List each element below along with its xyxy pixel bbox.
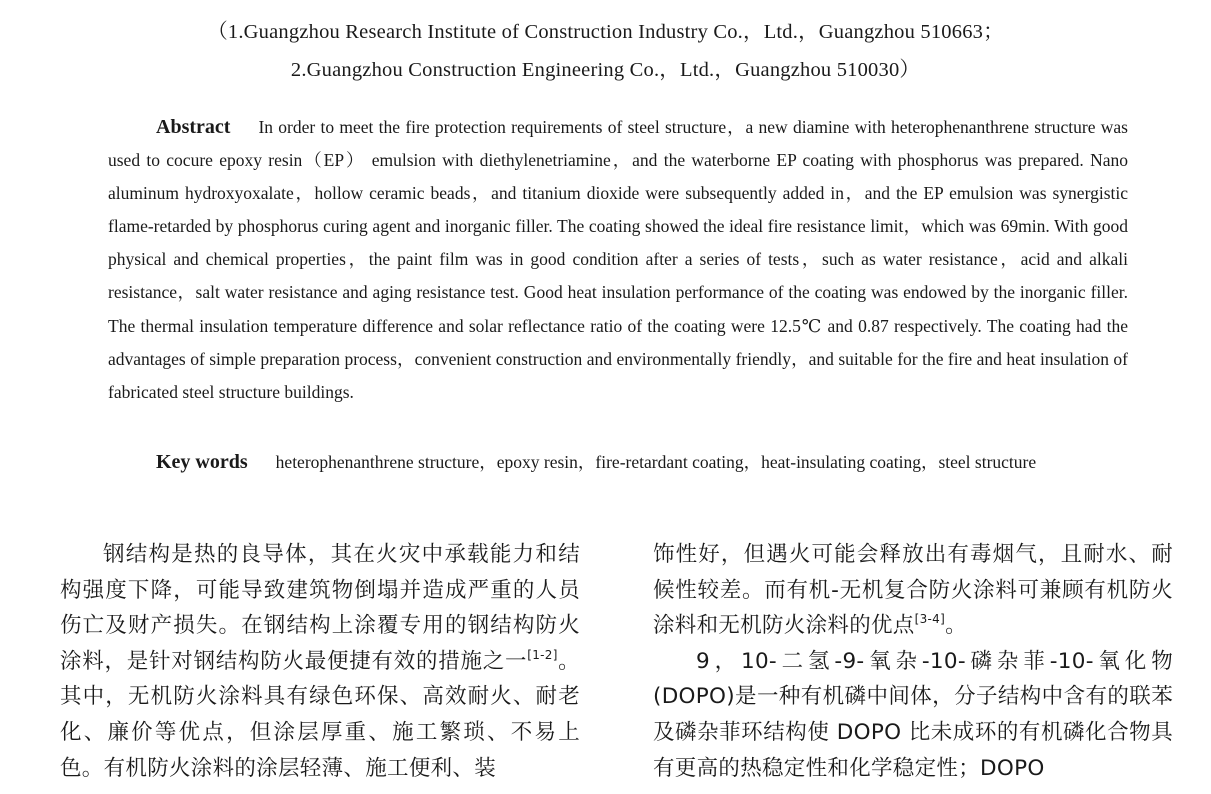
keywords-block: [108, 446, 1128, 479]
body-paragraph: [653, 537, 1173, 644]
body-text: 钢结构是热的良导体，其在火灾中承载能力和结构强度下降，可能导致建筑物倒塌并造成严重的人员伤亡及财产损失。在钢结构上涂覆专用的钢结构防火涂料，是针对钢结构防火最便捷有效的措施之一: [60, 542, 580, 674]
affiliation-line-1: （1.Guangzhou Research Institute of Construction Industry Co.，Ltd.，Guangzhou 510663；: [207, 21, 1004, 43]
citation-ref: [1-2]: [527, 647, 558, 662]
body-column-right: [653, 537, 1173, 786]
body-text: 。: [945, 613, 967, 639]
abstract-text: In order to meet the fire protection requirements of steel structure，a new diamine with heterophenanthrene structure was used to cocure epoxy resin（EP） emulsion with diethylenetriamine，and the waterborne EP coating with phosphorus was prepared. Nano aluminum hydroxyoxalate，hollow ceramic beads，and titanium dioxide were subsequently added in，and the EP emulsion was synergistic flame-retarded by phosphorus curing agent and inorganic filler. The coating showed the ideal fire resistance limit，which was 69min. With good physical and chemical properties，the paint film was in good condition after a series of tests，such as water resistance，acid and alkali resistance，salt water resistance and aging resistance test. Good heat insulation performance of the coating was endowed by the inorganic filler. The thermal insulation temperature difference and solar reflectance ratio of the coating were 12.5℃ and 0.87 respectively. The coating had the advantages of simple preparation process，convenient construction and environmentally friendly，and suitable for the fire and heat insulation of fabricated steel structure buildings.: [108, 117, 1128, 402]
body-text: 。其中，无机防火涂料具有绿色环保、高效耐火、耐老化、廉价等优点，但涂层厚重、施工繁琐、不易上色。有机防火涂料的涂层轻薄、施工便利、装: [60, 648, 580, 781]
abstract-block: [108, 111, 1128, 409]
keywords-label: Key words: [156, 451, 248, 473]
citation-ref: [3-4]: [914, 612, 946, 627]
abstract-label: Abstract: [156, 116, 231, 138]
keywords-text: heterophenanthrene structure，epoxy resin，fire-retardant coating，heat-insulating coating，steel structure: [275, 452, 1037, 472]
body-paragraph: 9，10-二氢-9-氧杂-10-磷杂菲-10-氧化物(DOPO)是一种有机磷中间体，分子结构中含有的联苯及磷杂菲环结构使 DOPO 比未成环的有机磷化合物具有更高的热稳定性和化学稳定性；DOPO: [653, 648, 1173, 781]
body-paragraph: [60, 537, 580, 786]
body-column-left: [60, 537, 580, 786]
body-text: 饰性好，但遇火可能会释放出有毒烟气，且耐水、耐候性较差。而有机-无机复合防火涂料可兼顾有机防火涂料和无机防火涂料的优点: [653, 542, 1173, 639]
affiliation-line-2: 2.Guangzhou Construction Engineering Co.，Ltd.，Guangzhou 510030）: [290, 59, 921, 81]
